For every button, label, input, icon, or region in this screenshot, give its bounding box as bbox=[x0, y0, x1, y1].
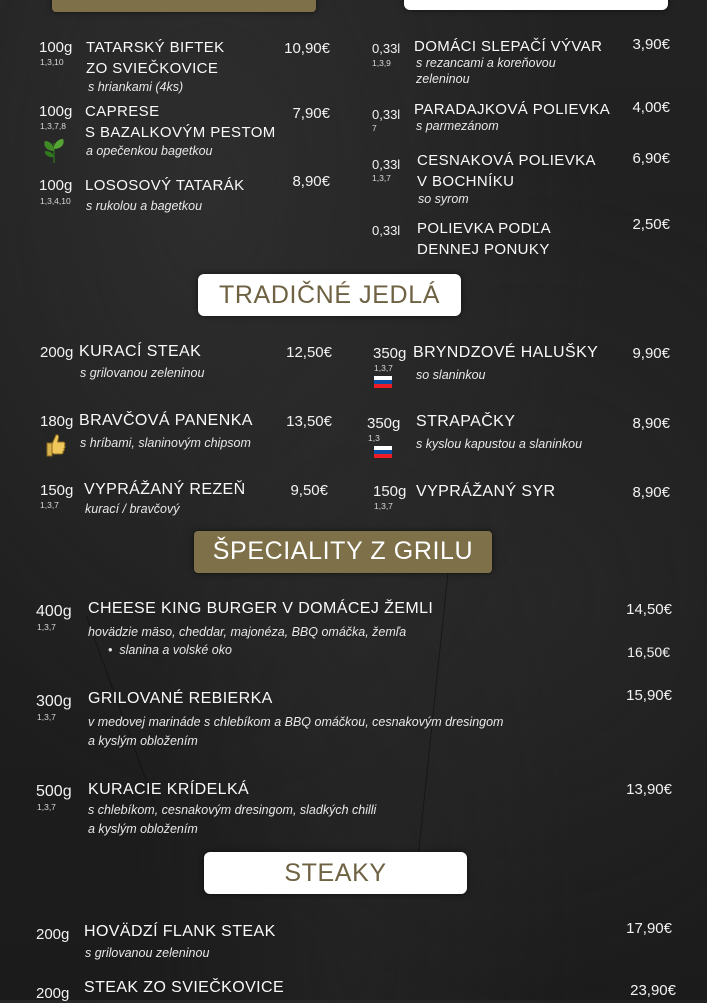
item-price: 8,90€ bbox=[632, 484, 670, 501]
item-price: 4,00€ bbox=[632, 99, 670, 116]
item-description: s grilovanou zeleninou bbox=[85, 946, 210, 960]
item-weight: 100g bbox=[39, 39, 73, 56]
item-weight: 200g bbox=[40, 344, 74, 361]
item-description: a opečenkou bagetkou bbox=[86, 144, 213, 158]
section-title: ŠPECIALITY Z GRILU bbox=[212, 537, 474, 565]
item-extra-option bbox=[108, 641, 232, 660]
item-name: CHEESE KING BURGER V DOMÁCEJ ŽEMLI bbox=[88, 600, 434, 617]
item-name: VYPRÁŽANÝ REZEŇ bbox=[84, 481, 246, 498]
item-description: v medovej marináde s chlebíkom a BBQ omáčkou, cesnakovým dresingom bbox=[88, 715, 504, 729]
item-price: 15,90€ bbox=[626, 687, 672, 704]
section-banner-traditional bbox=[198, 274, 461, 316]
item-price: 2,50€ bbox=[632, 216, 670, 233]
slovak-flag-icon bbox=[374, 446, 392, 458]
item-weight: 0,33l bbox=[372, 107, 401, 122]
item-weight: 0,33l bbox=[372, 41, 401, 56]
item-extra-label: slanina a volské oko bbox=[119, 643, 232, 657]
item-description: s rukolou a bagetkou bbox=[86, 199, 203, 213]
item-name: HOVÄDZÍ FLANK STEAK bbox=[84, 923, 276, 940]
item-weight: 0,33l bbox=[372, 157, 401, 172]
item-description: kurací / bravčový bbox=[85, 502, 180, 516]
section-title: TRADIČNÉ JEDLÁ bbox=[219, 281, 440, 309]
item-weight: 500g bbox=[36, 783, 72, 800]
item-weight: 0,33l bbox=[372, 223, 401, 238]
item-description: a kyslým obložením bbox=[88, 822, 198, 836]
item-extra-price: 16,50€ bbox=[627, 644, 670, 660]
section-title: STEAKY bbox=[284, 859, 387, 887]
item-allergens: 1,3,7 bbox=[37, 712, 56, 722]
item-name: CESNAKOVÁ POLIEVKA bbox=[417, 152, 596, 169]
item-description: s kyslou kapustou a slaninkou bbox=[416, 437, 583, 451]
item-name: ZO SVIEČKOVICE bbox=[86, 60, 219, 77]
item-description: a kyslým obložením bbox=[88, 734, 198, 748]
item-name: VYPRÁŽANÝ SYR bbox=[416, 483, 556, 500]
item-name: GRILOVANÉ REBIERKA bbox=[88, 690, 273, 707]
item-name: V BOCHNÍKU bbox=[417, 173, 515, 190]
item-allergens: 1,3,4,10 bbox=[40, 196, 71, 206]
item-price: 13,90€ bbox=[626, 781, 672, 798]
item-price: 23,90€ bbox=[630, 982, 676, 999]
item-price: 10,90€ bbox=[284, 40, 330, 57]
item-description: so slaninkou bbox=[416, 368, 486, 382]
thumbs-up-icon bbox=[43, 432, 67, 458]
item-name: DOMÁCI SLEPAČÍ VÝVAR bbox=[414, 38, 603, 55]
bullet-icon: • bbox=[108, 643, 113, 657]
item-weight: 150g bbox=[40, 482, 74, 499]
item-allergens: 1,3,7 bbox=[372, 173, 391, 183]
item-description: s rezancami a koreňovou bbox=[416, 56, 556, 70]
item-price: 3,90€ bbox=[632, 36, 670, 53]
item-name: BRAVČOVÁ PANENKA bbox=[79, 412, 253, 429]
item-allergens: 1,3,7 bbox=[37, 622, 56, 632]
section-banner-grill bbox=[194, 531, 492, 573]
section-banner-steaks bbox=[204, 852, 467, 894]
item-description: s hríbami, slaninovým chipsom bbox=[80, 436, 251, 450]
item-description: zeleninou bbox=[416, 72, 470, 86]
item-description: s chlebíkom, cesnakovým dresingom, sladkých chilli bbox=[88, 803, 377, 817]
top-gold-banner-partial bbox=[52, 0, 316, 12]
item-weight: 100g bbox=[39, 103, 73, 120]
item-price: 8,90€ bbox=[632, 415, 670, 432]
item-weight: 100g bbox=[39, 177, 73, 194]
item-name: CAPRESE bbox=[85, 103, 160, 120]
item-price: 8,90€ bbox=[292, 173, 330, 190]
item-weight: 200g bbox=[36, 985, 70, 1002]
item-allergens: 1,3,7 bbox=[374, 501, 393, 511]
item-allergens: 1,3,7 bbox=[374, 363, 393, 373]
item-price: 17,90€ bbox=[626, 920, 672, 937]
top-white-banner-partial bbox=[404, 0, 668, 10]
item-price: 6,90€ bbox=[632, 150, 670, 167]
item-name: S BAZALKOVÝM PESTOM bbox=[85, 124, 276, 141]
item-description: hovädzie mäso, cheddar, majonéza, BBQ omáčka, žemľa bbox=[88, 625, 407, 639]
item-allergens: 1,3,9 bbox=[372, 58, 391, 68]
item-allergens: 1,3 bbox=[368, 433, 380, 443]
item-weight: 350g bbox=[367, 415, 401, 432]
item-weight: 180g bbox=[40, 413, 74, 430]
item-name: BRYNDZOVÉ HALUŠKY bbox=[413, 344, 599, 361]
item-price: 9,90€ bbox=[632, 345, 670, 362]
item-description: s grilovanou zeleninou bbox=[80, 366, 205, 380]
item-weight: 350g bbox=[373, 345, 407, 362]
item-weight: 400g bbox=[36, 603, 72, 620]
item-name: PARADAJKOVÁ POLIEVKA bbox=[414, 101, 611, 118]
item-allergens: 1,3,7 bbox=[40, 500, 59, 510]
slovak-flag-icon bbox=[374, 376, 392, 388]
item-name: STRAPAČKY bbox=[416, 413, 516, 430]
basil-leaf-icon bbox=[40, 137, 68, 165]
item-weight: 200g bbox=[36, 926, 70, 943]
item-name: KURACÍ STEAK bbox=[79, 343, 202, 360]
item-price: 13,50€ bbox=[286, 413, 332, 430]
item-price: 9,50€ bbox=[290, 482, 328, 499]
item-weight: 150g bbox=[373, 483, 407, 500]
item-price: 12,50€ bbox=[286, 344, 332, 361]
item-name: DENNEJ PONUKY bbox=[417, 241, 550, 258]
item-allergens: 7 bbox=[372, 123, 377, 133]
item-name: LOSOSOVÝ TATARÁK bbox=[85, 177, 245, 194]
item-name: POLIEVKA PODĽA bbox=[417, 220, 551, 237]
item-description: s parmezánom bbox=[416, 119, 499, 133]
item-name: TATARSKÝ BIFTEK bbox=[86, 39, 225, 56]
item-name: STEAK ZO SVIEČKOVICE bbox=[84, 979, 285, 996]
item-price: 7,90€ bbox=[292, 105, 330, 122]
item-allergens: 1,3,7 bbox=[37, 802, 56, 812]
item-name: KURACIE KRÍDELKÁ bbox=[88, 781, 250, 798]
item-description: so syrom bbox=[418, 192, 469, 206]
item-allergens: 1,3,10 bbox=[40, 57, 64, 67]
item-allergens: 1,3,7,8 bbox=[40, 121, 66, 131]
item-description: s hriankami (4ks) bbox=[88, 80, 184, 94]
item-weight: 300g bbox=[36, 693, 72, 710]
item-price: 14,50€ bbox=[626, 601, 672, 618]
